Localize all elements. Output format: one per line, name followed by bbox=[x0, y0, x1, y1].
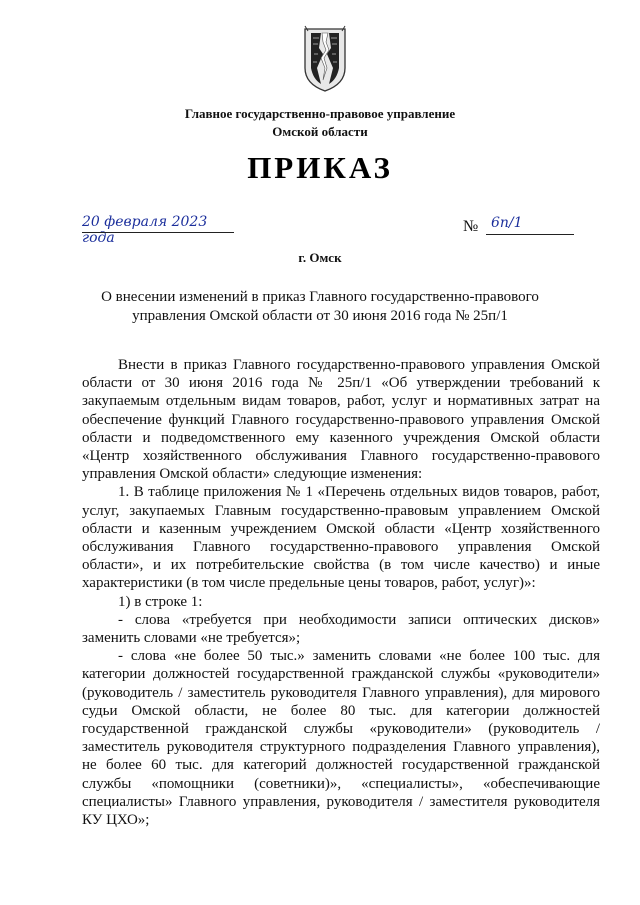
organization-name-line2: Омской области bbox=[272, 124, 368, 139]
city-name: г. Омск bbox=[298, 250, 342, 265]
body-paragraph-item-1: 1. В таблице приложения № 1 «Перечень отдельных видов товаров, работ, услуг, закупаемых Главным государственно-правовым управлением Омской области и казенным учреждением Омской области «Центр хозяйственного обслуживания Главного государственно-правового управления Омской области», и их потребительские свойства (в том числе качество) и иные характеристики (в том числе предельные цены товаров, работ, услуг)»: bbox=[82, 484, 600, 592]
date-underline bbox=[82, 232, 234, 233]
organization-name-line1: Главное государственно-правовое управление bbox=[184, 106, 456, 121]
order-number: 6п/1 bbox=[491, 215, 523, 231]
order-subject: О внесении изменений в приказ Главного государственно-правового управления Омской области от 30 июня 2016 года № 25п/1 bbox=[101, 289, 539, 324]
body-paragraph-change-2: - слова «не более 50 тыс.» заменить словами «не более 100 тыс. для категории должностей государственной гражданской службы «руководители» (руководитель / заместитель руководителя Главного управления), для мирового судьи Омской области, не более 80 тыс. для категории должностей государственной гражданской службы «руководители» (руководитель / заместитель руководителя структурного подразделения Главного управления), не более 60 тыс. для категорий должностей государственной гражданской службы «помощники (советники)», «специалисты», «обеспечивающие специалисты» Главного управления, руководителя / заместителя руководителя КУ ЦХО»; bbox=[82, 648, 600, 829]
order-date: 20 февраля 2023 года bbox=[82, 214, 208, 246]
order-body bbox=[82, 356, 600, 829]
body-paragraph-intro: Внести в приказ Главного государственно-правового управления Омской области от 30 июня 2016 года № 25п/1 «Об утверждении требований к закупаемым отдельным видам товаров, работ, услуг и нормативных затрат на обеспечение функций Главного государственно-правового управления Омской области и подведомственного ему казенного учреждения Омской области «Центр хозяйственного обслуживания Главного государственно-правового управления Омской области» следующие изменения: bbox=[82, 357, 600, 483]
body-paragraph-change-1: - слова «требуется при необходимости записи оптических дисков» заменить словами «не требуется»; bbox=[82, 611, 600, 647]
order-number-label: № bbox=[463, 218, 479, 235]
body-paragraph-subitem-1: 1) в строке 1: bbox=[118, 593, 203, 610]
omsk-coat-of-arms-emblem bbox=[299, 24, 351, 94]
number-underline bbox=[486, 234, 574, 235]
document-title: ПРИКАЗ bbox=[247, 150, 393, 185]
